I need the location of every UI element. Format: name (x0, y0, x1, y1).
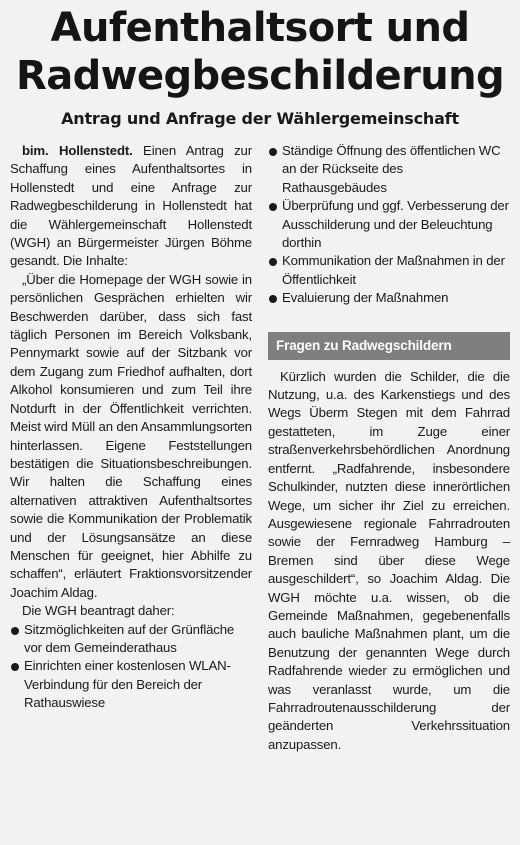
list-item: Überprüfung und ggf. Verbesserung der Ausschilderung und der Beleuchtung dorthin (268, 197, 510, 252)
headline-line-1: Aufenthaltsort und (50, 5, 470, 51)
list-item: Ständige Öffnung des öffentlichen WC an der Rückseite des Rathausgebäudes (268, 142, 510, 197)
request-list-part2 (268, 142, 510, 308)
dateline: bim. Hollenstedt. (22, 143, 133, 158)
list-item: Sitzmöglichkeiten auf der Grünfläche vor dem Gemeinderathaus (10, 621, 252, 658)
list-item: Evaluierung der Maßnahmen (268, 289, 510, 307)
article-columns (10, 142, 510, 754)
quote-paragraph: „Über die Homepage der WGH sowie in persönlichen Gesprächen erhielten wir Beschwerden darüber, dass sich fast täglich Personen im Bereich Volksbank, Pennymarkt sowie auf der Sitzbank vor dem Zugang zum Friedhof aufhalten, dort Alkohol konsumieren und zum Teil ihre Notdurft in der Öffentlichkeit verrichten. Meist wird Müll an den Ansammlungsorten hinterlassen. Eigene Feststellungen bestätigen die Situationsbeschreibungen. Wir halten die Schaffung eines alternativen attraktiven Aufenthaltsortes sowie die Kommunikation der Problematik und der Lösungsansätze an diese Menschen für geeignet, hier Abhilfe zu schaffen“, erläutert Fraktionsvorsitzender Joachim Aldag. (10, 271, 252, 600)
request-intro: Die WGH beantragt daher: (22, 603, 175, 619)
section-paragraph: Kürzlich wurden die Schilder, die die Nutzung, u.a. des Karkenstiegs und des Wegs Überm Stegen mit dem Fahrrad gestatteten, im Zuge einer straßenverkehrsbehördlichen Anordnung entfernt. „Radfahrende, insbesondere Schulkinder, nutzten diese innerörtlichen Wege, um sicher ihr Ziel zu erreichen. Ausgewiesene regionale Fahrradrouten sowie der Fernradweg Hamburg – Bremen sind über diese Wege ausgeschildert“, so Joachim Aldag. Die WGH möchte u.a. wissen, ob die Gemeinde Maßnahmen, gegebenenfalls auch bauliche Maßnahmen plant, um die Benutzung der genannten Wege durch Radfahrende wieder zu ermöglichen und was veranlasst wurde, um die Fahrradroutenausschilderung der geänderten Verkehrssituation anzupassen. (268, 368, 510, 752)
headline (10, 0, 510, 100)
headline-line-2: Radwegbeschilderung (16, 53, 504, 99)
section-heading: Fragen zu Radwegschildern (268, 332, 510, 360)
left-column (10, 142, 252, 754)
subheadline: Antrag und Anfrage der Wählergemeinschaft (61, 109, 459, 128)
intro-paragraph (10, 142, 252, 271)
right-column (268, 142, 510, 754)
intro-text: Einen Antrag zur Schaffung eines Aufenthaltsortes in Hollenstedt und eine Anfrage zur Radwegbeschilderung in Hollenstedt hat die Wählergemeinschaft Hollenstedt (WGH) an Bürgermeister Jürgen Böhme gesandt. Die Inhalte: (10, 143, 252, 269)
request-list-part1 (10, 621, 252, 713)
list-item: Kommunikation der Maßnahmen in der Öffentlichkeit (268, 252, 510, 289)
list-item: Einrichten einer kostenlosen WLAN-Verbindung für den Bereich der Rathauswiese (10, 657, 252, 712)
